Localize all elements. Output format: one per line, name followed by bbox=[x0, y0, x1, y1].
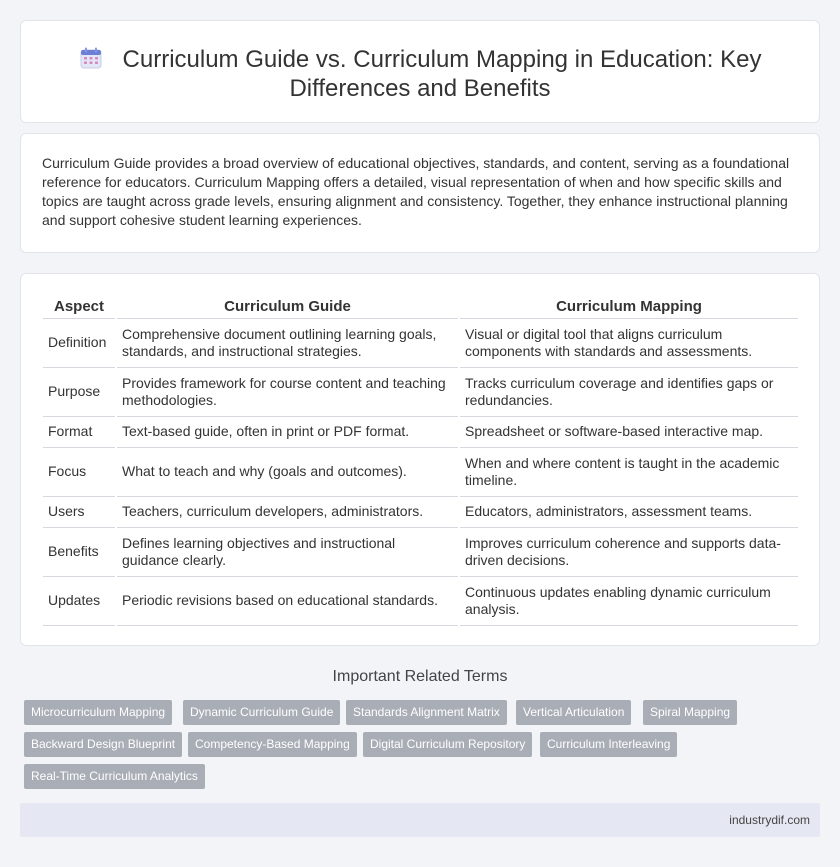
table-row bbox=[43, 447, 798, 496]
tag-dynamic-curriculum-guide[interactable]: Dynamic Curriculum Guide bbox=[183, 700, 340, 725]
row-mapping: Spreadsheet or software-based interactive map. bbox=[459, 416, 798, 447]
page-title-text: Curriculum Guide vs. Curriculum Mapping in Education: Key Differences and Benefits bbox=[122, 46, 762, 102]
table-row bbox=[43, 527, 798, 576]
row-guide: Periodic revisions based on educational standards. bbox=[116, 576, 459, 625]
title-card bbox=[20, 20, 820, 123]
table-row bbox=[43, 367, 798, 416]
tag-standards-alignment-matrix[interactable]: Standards Alignment Matrix bbox=[346, 700, 507, 725]
row-mapping: Continuous updates enabling dynamic curriculum analysis. bbox=[459, 576, 798, 625]
row-aspect: Updates bbox=[43, 576, 116, 625]
table-row bbox=[43, 576, 798, 625]
tag-vertical-articulation[interactable]: Vertical Articulation bbox=[516, 700, 631, 725]
tag-digital-curriculum-repository[interactable]: Digital Curriculum Repository bbox=[363, 732, 532, 757]
footer-bar bbox=[20, 803, 820, 837]
intro-card bbox=[20, 133, 820, 253]
row-mapping: Improves curriculum coherence and supports data-driven decisions. bbox=[459, 527, 798, 576]
tag-curriculum-interleaving[interactable]: Curriculum Interleaving bbox=[540, 732, 677, 757]
row-guide: Teachers, curriculum developers, administrators. bbox=[116, 496, 459, 527]
header-aspect: Aspect bbox=[43, 296, 116, 318]
row-aspect: Users bbox=[43, 496, 116, 527]
comparison-card bbox=[20, 273, 820, 646]
table-header-row bbox=[43, 296, 798, 318]
table-row bbox=[43, 416, 798, 447]
related-terms-heading: Important Related Terms bbox=[332, 668, 508, 685]
calendar-icon bbox=[79, 46, 103, 70]
row-aspect: Purpose bbox=[43, 367, 116, 416]
tag-microcurriculum-mapping[interactable]: Microcurriculum Mapping bbox=[24, 700, 172, 725]
row-guide: Provides framework for course content and teaching methodologies. bbox=[116, 367, 459, 416]
tag-backward-design-blueprint[interactable]: Backward Design Blueprint bbox=[24, 732, 182, 757]
footer-site-link[interactable]: industrydif.com bbox=[729, 813, 810, 827]
table-row bbox=[43, 496, 798, 527]
comparison-table bbox=[43, 296, 798, 626]
header-curriculum-mapping: Curriculum Mapping bbox=[459, 296, 798, 318]
row-mapping: Visual or digital tool that aligns curriculum components with standards and assessments. bbox=[459, 318, 798, 367]
tag-spiral-mapping[interactable]: Spiral Mapping bbox=[643, 700, 737, 725]
intro-paragraph: Curriculum Guide provides a broad overview of educational objectives, standards, and content, serving as a foundational reference for educators. Curriculum Mapping offers a detailed, visual representation of when and how specific skills and topics are taught across grade levels, ensuring alignment and consistency. Together, they enhance instructional planning and support cohesive student learning experiences. bbox=[42, 155, 790, 228]
row-mapping: When and where content is taught in the academic timeline. bbox=[459, 447, 798, 496]
tag-competency-based-mapping[interactable]: Competency-Based Mapping bbox=[188, 732, 357, 757]
tag-real-time-curriculum-analytics[interactable]: Real-Time Curriculum Analytics bbox=[24, 764, 205, 789]
row-mapping: Tracks curriculum coverage and identifies gaps or redundancies. bbox=[459, 367, 798, 416]
row-aspect: Definition bbox=[43, 318, 116, 367]
row-aspect: Benefits bbox=[43, 527, 116, 576]
row-guide: What to teach and why (goals and outcomes). bbox=[116, 447, 459, 496]
title-wrap bbox=[21, 45, 819, 103]
row-aspect: Focus bbox=[43, 447, 116, 496]
header-curriculum-guide: Curriculum Guide bbox=[116, 296, 459, 318]
row-guide: Comprehensive document outlining learning goals, standards, and instructional strategies. bbox=[116, 318, 459, 367]
page-title bbox=[21, 45, 819, 103]
table-row bbox=[43, 318, 798, 367]
row-aspect: Format bbox=[43, 416, 116, 447]
row-mapping: Educators, administrators, assessment teams. bbox=[459, 496, 798, 527]
row-guide: Defines learning objectives and instructional guidance clearly. bbox=[116, 527, 459, 576]
row-guide: Text-based guide, often in print or PDF format. bbox=[116, 416, 459, 447]
